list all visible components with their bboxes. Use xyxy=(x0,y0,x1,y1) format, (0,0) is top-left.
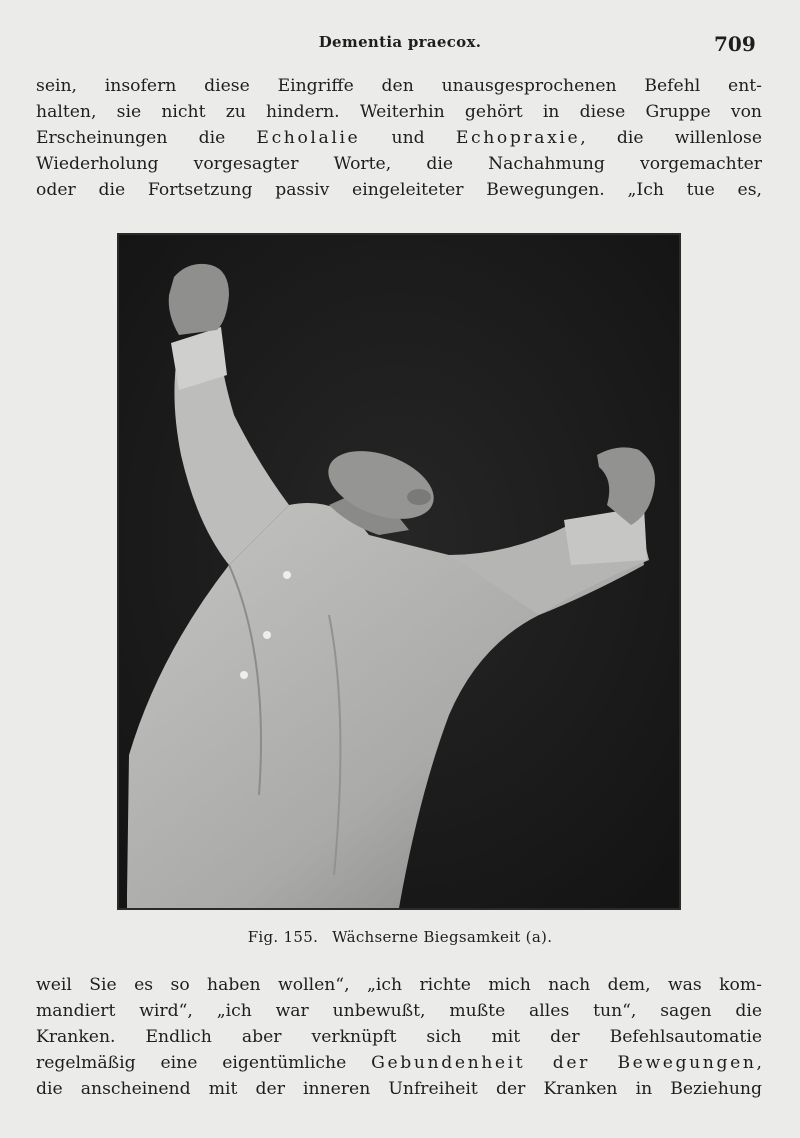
text-line: Erscheinungen die Echolalie und Echopraxie, die willenlose xyxy=(36,128,762,148)
text-line: Wiederholung vorgesagter Worte, die Nachahmung vorgemachter xyxy=(36,154,762,174)
running-header: Dementia praecox. xyxy=(318,33,482,51)
body-text-top xyxy=(36,73,762,203)
figure-label: Fig. 155. xyxy=(247,928,319,946)
emphasized-term: Echopraxie xyxy=(455,128,581,148)
emphasized-term: Echolalie xyxy=(256,128,361,148)
page-number: 709 xyxy=(714,32,756,56)
figure-caption xyxy=(0,928,800,946)
text-line: weil Sie es so haben wollen“, „ich richte mich nach dem, was kom- xyxy=(36,975,762,995)
figure-photograph xyxy=(117,233,681,910)
text-line: mandiert wird“, „ich war unbewußt, mußte alles tun“, sagen die xyxy=(36,1001,762,1021)
body-text-bottom xyxy=(36,972,762,1102)
text-line: die anscheinend mit der inneren Unfreiheit der Kranken in Beziehung xyxy=(36,1079,762,1099)
photograph-man-with-raised-arms xyxy=(119,235,679,908)
emphasized-term: Gebundenheit der Bewegungen xyxy=(371,1053,757,1073)
text-line: oder die Fortsetzung passiv eingeleiteter Bewegungen. „Ich tue es, xyxy=(36,180,762,200)
text-line: Kranken. Endlich aber verknüpft sich mit der Befehlsautomatie xyxy=(36,1027,762,1047)
text-line: regelmäßig eine eigentümliche Gebundenheit der Bewegungen, xyxy=(36,1053,762,1073)
text-line: halten, sie nicht zu hindern. Weiterhin gehört in diese Gruppe von xyxy=(36,102,762,122)
figure-caption-text: Wächserne Biegsamkeit (a). xyxy=(332,928,553,946)
text-line: sein, insofern diese Eingriffe den unausgesprochenen Befehl ent- xyxy=(36,76,762,96)
